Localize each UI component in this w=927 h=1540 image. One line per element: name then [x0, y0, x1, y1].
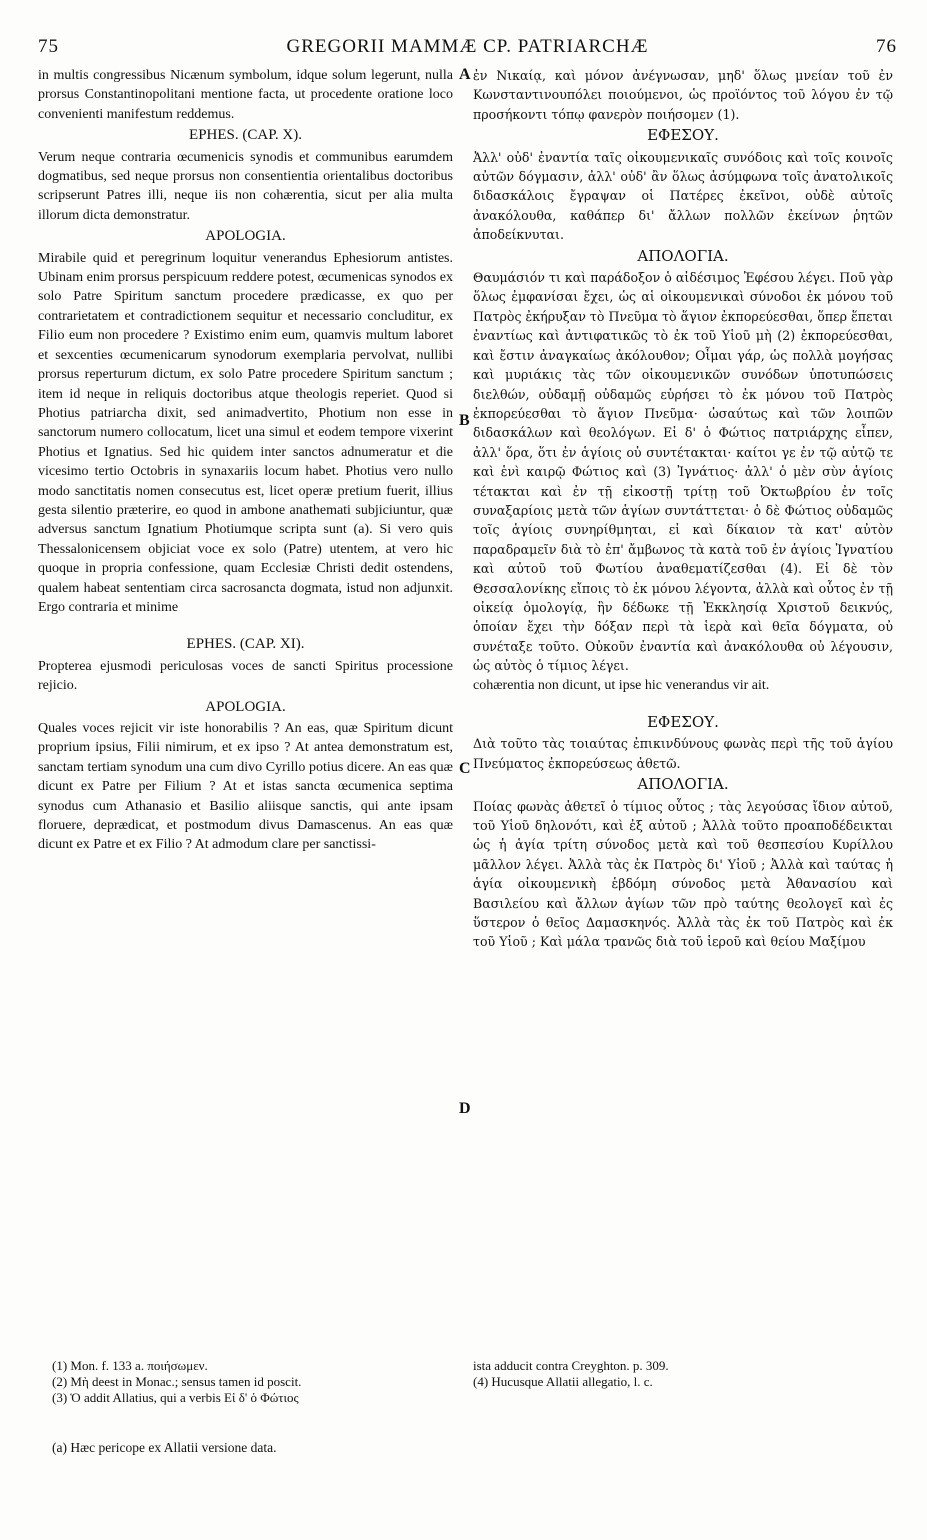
footnote: (1) Mon. f. 133 a. ποιήσωμεν. — [52, 1358, 208, 1373]
latin-paragraph: Quales voces rejicit vir iste honorabilis ? An eas, quæ Spiritum dicunt proprium ipsius, Filii nimirum, et ex ipso ? At antea demonstratum est, sanctam tertiam synodum una cum divo Cyrillo potius dicere. An eas quæ dicunt ex Patre per Filium ? At et istas sancta œcumenica septima synodus cum Athanasio et Basilio aliisque sanctis, qui ante ipsam floruere, deprædicat, et postmodum divus Damascenus. An eas quæ dicunt ex Patre et ex Filio ? At admodum clare per sanctissi- — [38, 721, 453, 853]
greek-paragraph: ἐν Νικαίᾳ, καὶ μόνον ἀνέγνωσαν, μηδ' ὅλως μνείαν τοῦ ἐν Κωνσταντινουπόλει ποιούμενοι, ὡς προϊόντος τοῦ λόγου ἐν τῷ προσήκοντι τόπῳ φανερὸν ποιήσομεν (1). — [473, 68, 893, 122]
section-heading: EPHES. (CAP. X). — [189, 127, 302, 144]
footnote: (2) Μὴ deest in Monac.; sensus tamen id poscit. — [52, 1374, 302, 1389]
greek-paragraph: Ἀλλ' οὐδ' ἐναντία ταῖς οἰκουμενικαῖς συνόδοις καὶ τοῖς κοινοῖς αὐτῶν δόγμασιν, ἀλλ' οὐδ' ἂν ὅλως ἀσύμφωνα τοῖς ἀνατολικοῖς διδασκάλοις ἔγραψαν οἱ Πατέρες ἐκεῖνοι, οὐδὲ αὐτοῖς ἀνακόλουθα, καθάπερ δι' ἄλλων πολλῶν ἐκείνων ῥητῶν ἀποδείκνυται. — [473, 149, 893, 243]
greek-paragraph: Θαυμάσιόν τι καὶ παράδοξον ὁ αἰδέσιμος Ἐφέσου λέγει. Ποῦ γὰρ ὅλως ἐμφανίσαι ἔχει, ὡς αἱ οἰκουμενικαὶ σύνοδοι ἐκ μόνου τοῦ Πατρὸς ἐκήρυξαν τὸ Πνεῦμα τὸ ἅγιον ἐκπορεύεσθαι, ὅπερ ἕπεται ἐναντίως καὶ ἀντιφατικῶς τὸ ἐκ τοῦ Υἱοῦ μὴ (2) ἐκπορεύεσθαι, καὶ ἔστιν ἀναγκαίως ἀκόλουθον; Οἶμαι γάρ, ὡς πολλὰ μογήσας καὶ μυριάκις τὰς τῶν οἰκουμενικῶν συνόδων ὑποτυπώσεις διελθών, οὐδαμῇ οὐδαμῶς εὑρήσει τὸ ἐκ μόνου τοῦ Πατρὸς ἐκπορεύεσθαι τὸ ἅγιον Πνεῦμα· ὡσαύτως καὶ τῶν λοιπῶν διδασκάλων καὶ θεολόγων. Εἰ δ' ὁ Φώτιος πατριάρχης εἶπεν, ἀλλ' ὅρα, ὅτι ἐν ἁγίοις οὐ συντέτακται· καίτοι γε ἐν τῷ αὐτῷ τε καὶ ἑνὶ καιρῷ Φώτιος καὶ (3) Ἰγνάτιος· ἀλλ' ὁ μὲν σὺν ἁγίοις τέτακται καὶ ἐν τῇ εἰκοστῇ τρίτῃ τοῦ Ὀκτωβρίου ἐν τοῖς συναξαρίοις μετὰ τῶν ἁγίων συντάττεται· ὁ δὲ Φώτιος οὐδαμῶς τοῖς ἁγίοις συνηρίθμηται, εἰ καὶ δίκαιον τὰ κατ' αὐτὸν παραδραμεῖν διὰ τὸ ἐπ' ἄμβωνος τὰ κατὰ τοῦ ἐν ἁγίοις Ἰγνατίου καὶ αὐτοῦ τοῦ Φωτίου ἀναθεματίζεσθαι (4). Εἰ δὲ τὸν Θεσσαλονίκης εἴποις τὸ ἐκ μόνου λέγοντα, ἀλλὰ καὶ οὗτος ἐν τῇ οἰκείᾳ ὁμολογίᾳ, ἣν δέδωκε τῇ Ἐκκλησίᾳ Χριστοῦ δεικνύς, ὁποίαν ἔχει τὴν δόξαν περὶ τὰ ἱερὰ καὶ θεῖα δόγματα, οὐ συνέταξε τοῦτο. Οὐκοῦν ἐναντία καὶ ἀνακόλουθα οὐ λέγουσιν, ὡς αὐτὸς ὁ τίμιος λέγει. — [473, 270, 893, 674]
latin-continuation: cohærentia non dicunt, ut ipse hic venerandus vir ait. — [473, 677, 770, 693]
section-heading: APOLOGIA. — [205, 698, 286, 715]
page-number-left: 75 — [38, 36, 59, 57]
footnote: (3) Ὁ addit Allatius, qui a verbis Εἰ δ' ὁ Φώτιος — [52, 1390, 299, 1405]
footnote: (4) Hucusque Allatii allegatio, l. c. — [473, 1374, 653, 1389]
greek-column — [473, 66, 893, 952]
section-heading: APOLOGIA. — [205, 228, 286, 245]
greek-paragraph: Ποίας φωνὰς ἀθετεῖ ὁ τίμιος οὗτος ; τὰς λεγούσας ἴδιον αὐτοῦ, τοῦ Υἱοῦ δηλονότι, καὶ ἐξ αὐτοῦ ; Ἀλλὰ τοῦτο προαποδέδεικται ὡς ἡ ἁγία τρίτη σύνοδος μετὰ καὶ τοῦ θεσπεσίου Κυρίλλου μᾶλλον λέγει. Ἀλλὰ τὰς ἐκ Πατρὸς δι' Υἱοῦ ; Ἀλλὰ καὶ ταύτας ἡ ἁγία οἰκουμενικὴ ἑβδόμη σύνοδος μετὰ Ἀθανασίου καὶ Βασιλείου καὶ ἄλλων ἁγίων τῶν πρὸ ταύτης θεολογεῖ καὶ ἐς ὕστερον ὁ θεῖος Δαμασκηνός. Ἀλλὰ τὰς ἐκ τοῦ Πατρὸς καὶ ἐκ τοῦ Υἱοῦ ; Καὶ μάλα τρανῶς διὰ τοῦ ἱεροῦ καὶ θείου Μαξίμου — [473, 798, 893, 950]
margin-marker-d: D — [459, 1100, 471, 1117]
margin-marker-a: A — [459, 66, 471, 83]
section-heading: ΑΠΟΛΟΓΙΑ. — [637, 775, 729, 794]
footnotes-left — [52, 1358, 462, 1406]
footnote: ista adducit contra Creyghton. p. 309. — [473, 1358, 669, 1373]
running-title: GREGORII MAMMÆ CP. PATRIARCHÆ — [286, 36, 649, 57]
latin-paragraph: in multis congressibus Nicænum symbolum, idque solum legerunt, nulla prorsus Constantinopolitani mentione facta, ut procedente oratione loco convenienti manifestum reddemus. — [38, 68, 453, 122]
latin-paragraph: Mirabile quid et peregrinum loquitur venerandus Ephesiorum antistes. Ubinam enim prorsus perspicuum reddere potest, œcumenicas synodos ex solo Patre Spiritum sanctum procedere prædicasse, ex quo per contrarietatem et contradictionem sequitur et necessario concluditur, ex Filio eum non procedere ? Existimo enim eum, quamvis multum laboret et sexcenties œcumenicarum synodorum exemplaria pervolvat, nullibi prorsus reperturum dictum, ex solo Patre procedere Spiritum sanctum ; item id neque in reliquis doctoribus atque theologis reperiet. Quod si Photius patriarcha dixit, sed animadvertito, Photium non esse in sanctorum numero collocatum, licet una simul et eodem tempore vixerint Photius et Ignatius. Sed hic quidem inter sanctos adnumeratur et die vicesimo tertio Octobris in synaxariis locum habet. Photius vero nullo modo sanctitatis nomen consecutus est, licet operæ pretium fuerit, illius gesta silentio præterire, eo quod in ambone anathemati subjiciuntur, quæ adversus sanctum Ignatium Photiumque scripta sunt (a). Si vero quis Thessalonicensem objiciat voce ex solo (Patre) utentem, at vero hic quoque in propria confessione, quam Ecclesiæ Christi dedit ostendens, qualem habeat sententiam circa sacrosancta dogmata, istud non adjunxit. Ergo contraria et minime — [38, 250, 453, 615]
section-heading: EPHES. (CAP. XI). — [186, 636, 305, 653]
latin-paragraph: Propterea ejusmodi periculosas voces de sancti Spiritus processione rejicio. — [38, 658, 453, 694]
section-heading: ΑΠΟΛΟΓΙΑ. — [637, 246, 729, 265]
latin-column — [38, 66, 453, 855]
footnote-a: (a) Hæc pericope ex Allatii versione data. — [52, 1440, 277, 1455]
margin-marker-b: B — [459, 412, 470, 429]
section-heading: ΕΦΕΣΟΥ. — [647, 126, 719, 145]
page-header — [38, 36, 897, 64]
margin-marker-c: C — [459, 760, 471, 777]
section-heading: ΕΦΕΣΟΥ. — [647, 713, 719, 731]
latin-paragraph: Verum neque contraria œcumenicis synodis et communibus earumdem dogmatibus, sed neque prorsus non consentientia orientalibus doctoribus scripserunt Patres illi, neque iis non cohærentia, sicut per alia multa illorum dicta demonstratur. — [38, 149, 453, 223]
page-number-right: 76 — [876, 36, 897, 57]
greek-paragraph: Διὰ τοῦτο τὰς τοιαύτας ἐπικινδύνους φωνὰς περὶ τῆς τοῦ ἁγίου Πνεύματος ἐκπορεύσεως ἀθετῶ. — [473, 736, 893, 771]
footnotes-right — [473, 1358, 893, 1390]
